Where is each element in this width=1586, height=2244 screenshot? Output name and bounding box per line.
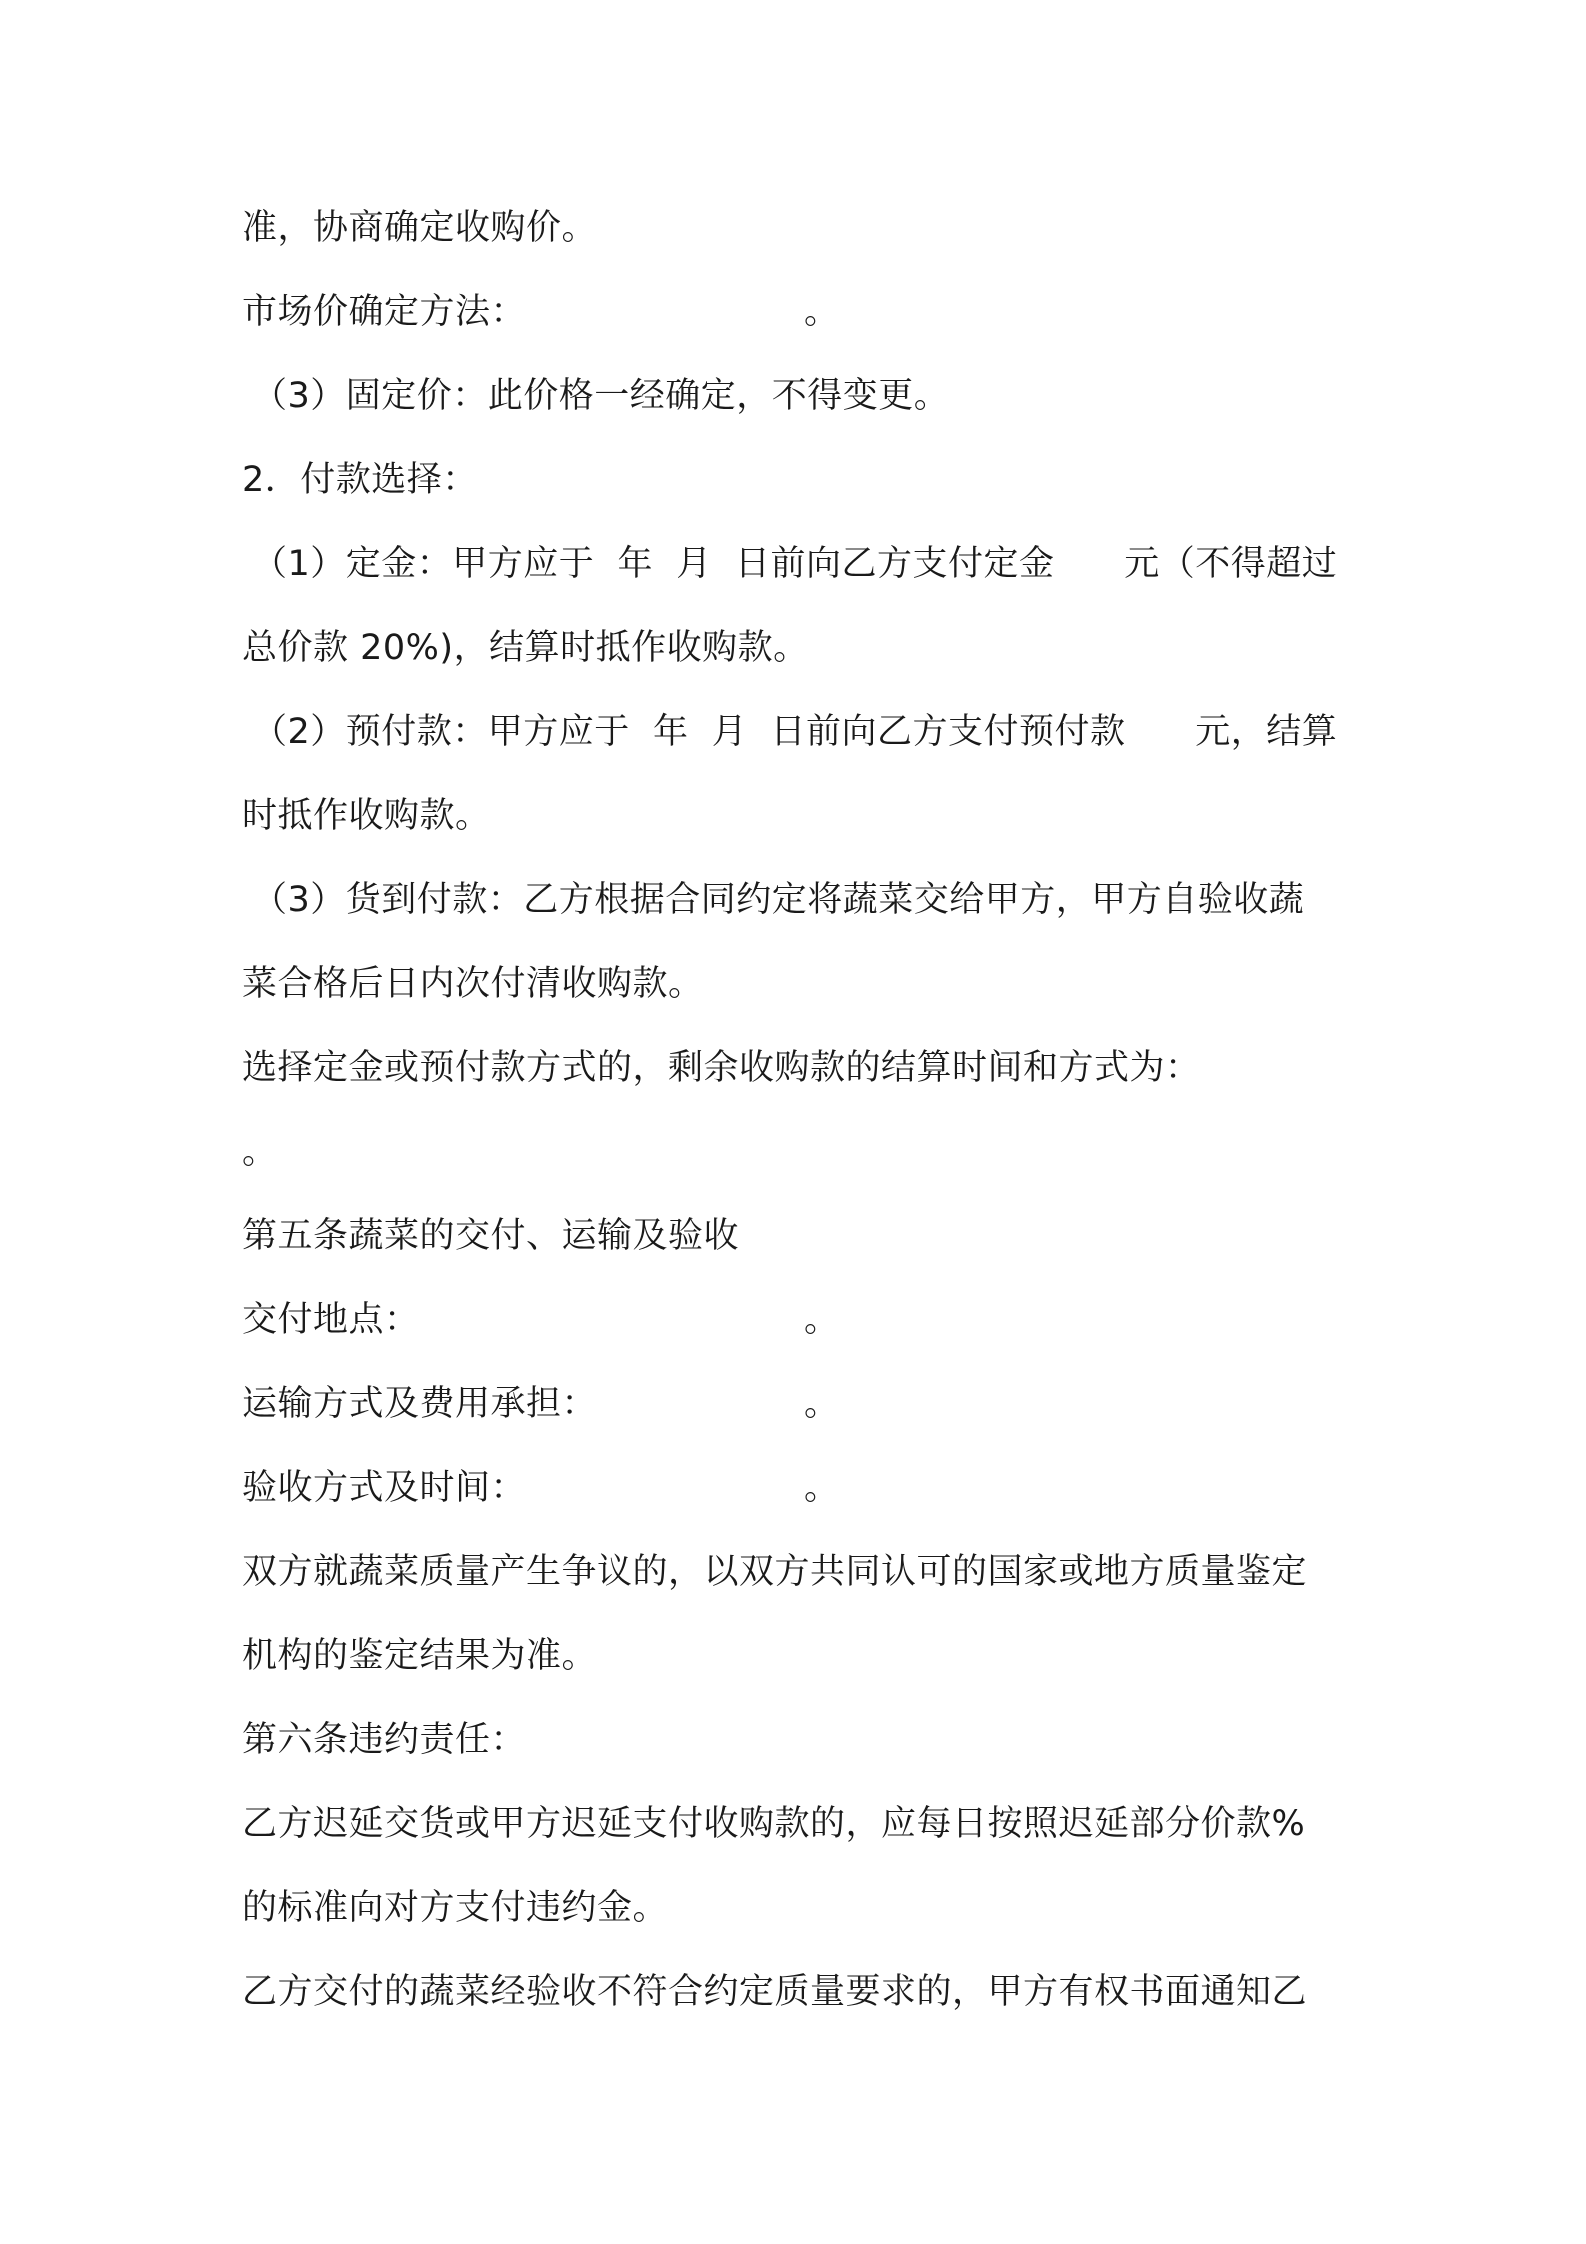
text-line: （3）固定价：此价格一经确定，不得变更。	[252, 376, 950, 416]
field-label: 验收方式及时间：	[242, 1468, 527, 1508]
text-line: 的标准向对方支付违约金。	[242, 1888, 669, 1928]
field-label: 市场价确定方法：	[242, 292, 527, 332]
field-end-mark: 。	[804, 1384, 840, 1424]
text-line: 总价款 20%)，结算时抵作收购款。	[242, 628, 809, 668]
field-end-mark: 。	[804, 1468, 840, 1508]
text-line: 。	[242, 1132, 278, 1172]
text-line: （2）预付款：甲方应于 年 月 日前向乙方支付预付款 元，结算	[252, 712, 1338, 752]
text-line: 乙方交付的蔬菜经验收不符合约定质量要求的，甲方有权书面通知乙	[242, 1972, 1308, 2012]
field-label: 交付地点：	[242, 1300, 420, 1340]
text-line: 菜合格后日内次付清收购款。	[242, 964, 704, 1004]
text-line: 机构的鉴定结果为准。	[242, 1636, 598, 1676]
section-heading: 2．付款选择：	[242, 460, 478, 500]
text-line: 时抵作收购款。	[242, 796, 491, 836]
field-label: 运输方式及费用承担：	[242, 1384, 598, 1424]
form-line-transport	[242, 1382, 942, 1426]
field-end-mark: 。	[804, 292, 840, 332]
article-heading: 第五条蔬菜的交付、运输及验收	[242, 1216, 740, 1256]
text-line: （1）定金：甲方应于 年 月 日前向乙方支付定金 元（不得超过	[252, 544, 1338, 584]
form-line-delivery-place	[242, 1298, 942, 1342]
text-line: 选择定金或预付款方式的，剩余收购款的结算时间和方式为：	[242, 1048, 1201, 1088]
text-line: 准，协商确定收购价。	[242, 208, 598, 248]
article-heading: 第六条违约责任：	[242, 1720, 527, 1760]
text-line: （3）货到付款：乙方根据合同约定将蔬菜交给甲方，甲方自验收蔬	[252, 880, 1305, 920]
field-end-mark: 。	[804, 1300, 840, 1340]
text-line: 双方就蔬菜质量产生争议的，以双方共同认可的国家或地方质量鉴定	[242, 1552, 1308, 1592]
form-line-market-price-method	[242, 290, 942, 334]
form-line-inspection	[242, 1466, 942, 1510]
text-line: 乙方迟延交货或甲方迟延支付收购款的，应每日按照迟延部分价款%	[242, 1804, 1306, 1844]
